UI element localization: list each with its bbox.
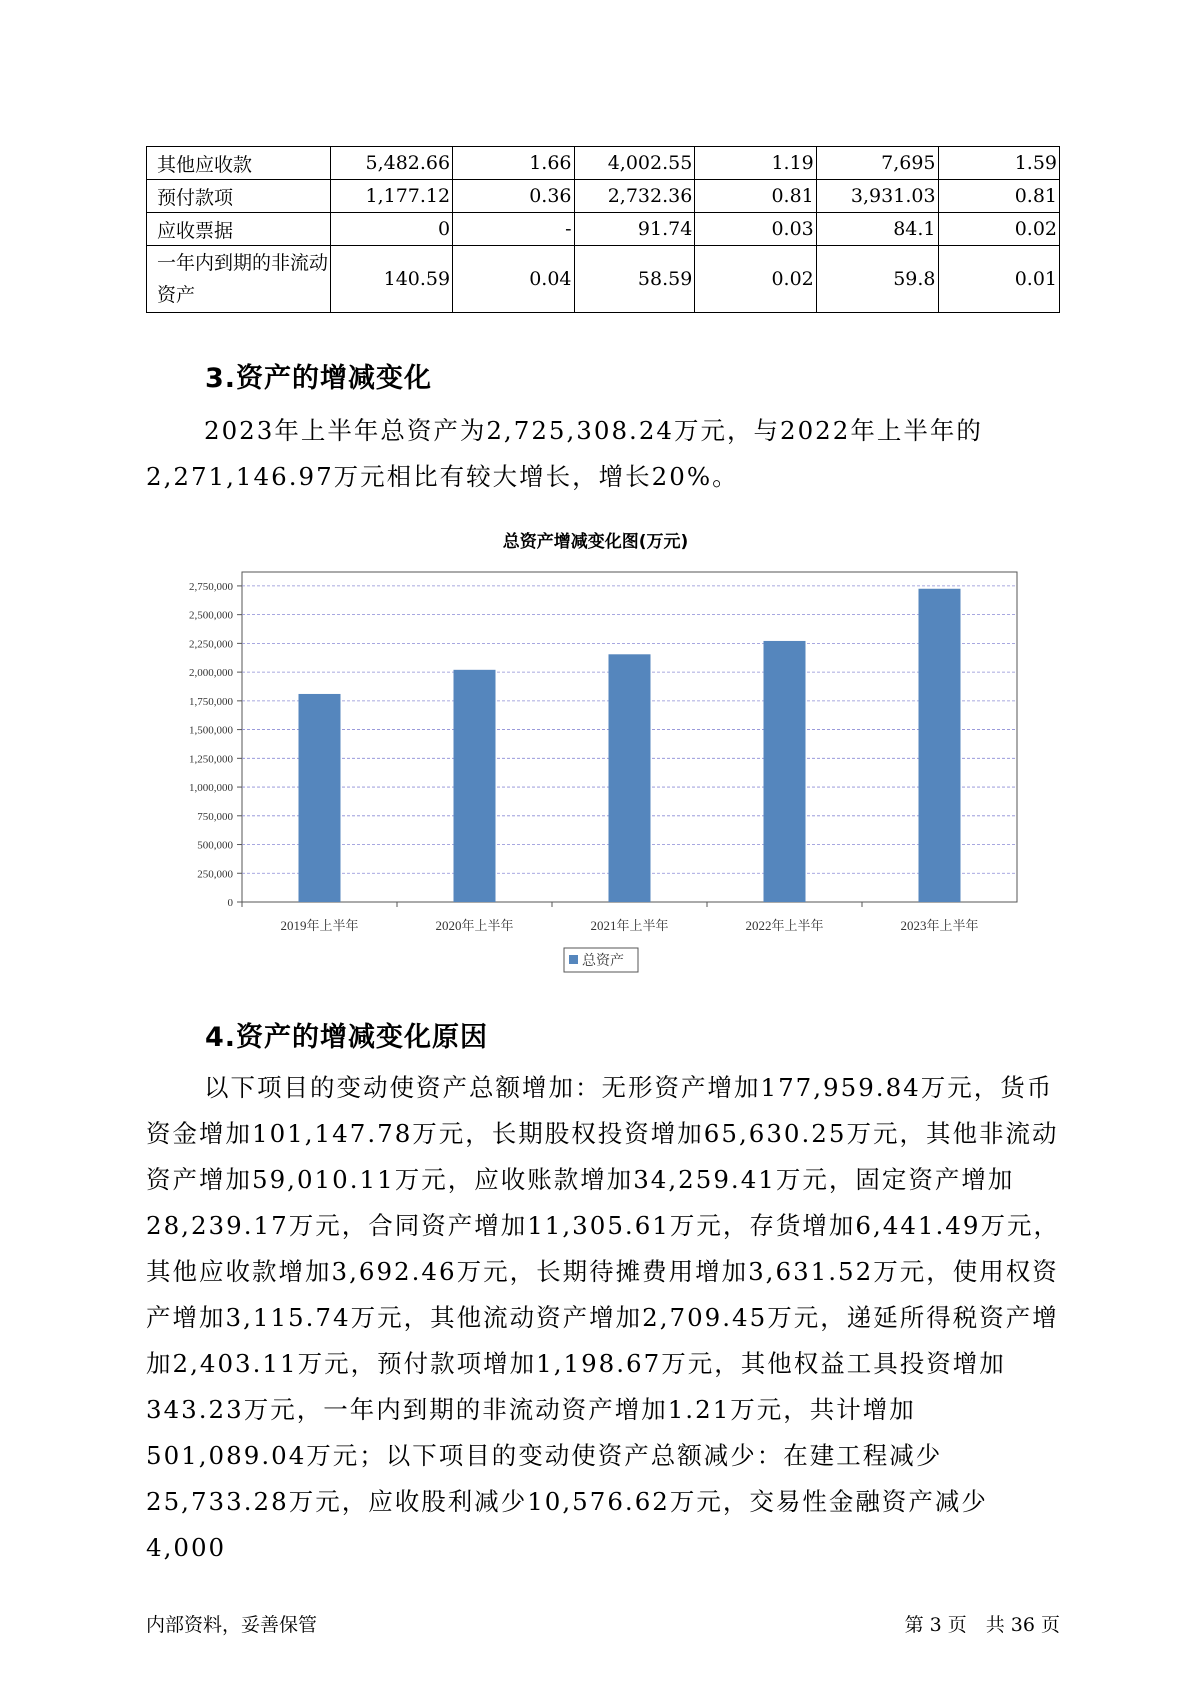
bar (454, 670, 496, 902)
bar (919, 589, 961, 902)
table-cell: 2,732.36 (574, 180, 695, 213)
legend-label: 总资产 (582, 954, 624, 969)
bar (609, 654, 651, 902)
section3-heading: 3.资产的增减变化 (205, 363, 433, 394)
table-cell: 140.59 (331, 246, 453, 313)
row-label: 其他应收款 (147, 147, 331, 180)
table-cell: 0.03 (695, 213, 816, 246)
footer-left: 内部资料，妥善保管 (146, 1614, 318, 1636)
section4-heading: 4.资产的增减变化原因 (205, 1022, 489, 1053)
x-tick-label: 2021年上半年 (590, 918, 669, 933)
table-cell: 5,482.66 (331, 147, 453, 180)
row-label: 一年内到期的非流动资产 (147, 246, 331, 313)
y-tick-label: 1,750,000 (189, 695, 233, 708)
y-tick-label: 1,000,000 (189, 782, 233, 795)
table-cell: 0.81 (938, 180, 1059, 213)
chart-title: 总资产增减变化图(万元) (502, 532, 689, 552)
x-tick-label: 2023年上半年 (900, 918, 979, 933)
table-cell: - (453, 213, 574, 246)
section3-paragraph: 2023年上半年总资产为2,725,308.24万元，与2022年上半年的2,271,146.97万元相比有较大增长，增长20%。 (146, 416, 983, 491)
y-tick-label: 750,000 (197, 810, 233, 823)
table-cell: 0.01 (938, 246, 1059, 313)
table-cell: 3,931.03 (816, 180, 938, 213)
footer-page-number: 第 3 页 共 36 页 (904, 1614, 1060, 1636)
y-tick-label: 1,500,000 (189, 724, 233, 737)
table-cell: 58.59 (574, 246, 695, 313)
y-tick-label: 0 (227, 897, 233, 909)
legend-swatch (569, 955, 578, 964)
y-tick-label: 2,500,000 (189, 609, 233, 622)
x-tick-label: 2019年上半年 (280, 918, 359, 933)
y-tick-label: 1,250,000 (189, 753, 233, 766)
y-tick-label: 250,000 (197, 868, 233, 881)
table-cell: 0.02 (938, 213, 1059, 246)
table-cell: 4,002.55 (574, 147, 695, 180)
table-cell: 0.81 (695, 180, 816, 213)
table-cell: 59.8 (816, 246, 938, 313)
table-cell: 1,177.12 (331, 180, 453, 213)
table-cell: 1.66 (453, 147, 574, 180)
bar (299, 694, 341, 902)
table-cell: 0.36 (453, 180, 574, 213)
table-cell: 0.04 (453, 246, 574, 313)
table-cell: 7,695 (816, 147, 938, 180)
y-tick-label: 2,000,000 (189, 667, 233, 680)
bar (764, 641, 806, 902)
table-cell: 1.19 (695, 147, 816, 180)
y-tick-label: 2,750,000 (189, 580, 233, 593)
x-tick-label: 2022年上半年 (745, 918, 824, 933)
table-cell: 84.1 (816, 213, 938, 246)
table-cell: 91.74 (574, 213, 695, 246)
table-cell: 1.59 (938, 147, 1059, 180)
y-tick-label: 2,250,000 (189, 638, 233, 651)
section4-paragraph: 以下项目的变动使资产总额增加：无形资产增加177,959.84万元，货币资金增加101,147.78万元，长期股权投资增加65,630.25万元，其他非流动资产增加59,010.11万元，应收账款增加34,259.41万元，固定资产增加28,239.17万元，合同资产增加11,305.61万元，存货增加6,441.49万元，其他应收款增加3,692.46万元，长期待摊费用增加3,631.52万元，使用权资产增加3,115.74万元，其他流动资产增加2,709.45万元，递延所得税资产增加2,403.11万元，预付款项增加1,198.67万元，其他权益工具投资增加343.23万元，一年内到期的非流动资产增加1.21万元，共计增加501,089.04万元；以下项目的变动使资产总额减少：在建工程减少25,733.28万元，应收股利减少10,576.62万元，交易性金融资产减少4,000 (146, 1073, 1060, 1562)
x-tick-label: 2020年上半年 (435, 918, 514, 933)
y-tick-label: 500,000 (197, 839, 233, 852)
table-cell: 0.02 (695, 246, 816, 313)
row-label: 应收票据 (147, 213, 331, 246)
row-label: 预付款项 (147, 180, 331, 213)
table-cell: 0 (331, 213, 453, 246)
